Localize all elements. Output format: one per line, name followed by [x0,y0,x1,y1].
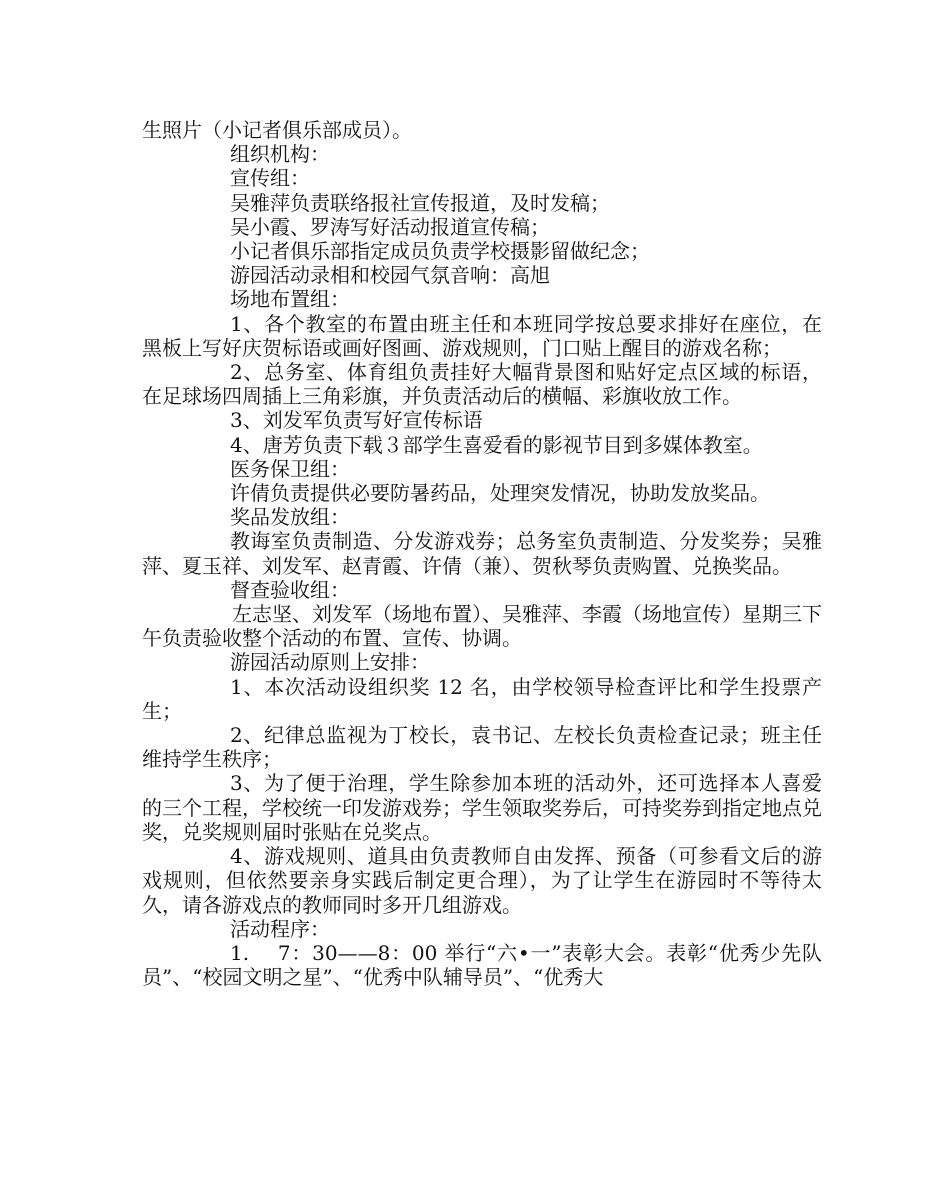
heading-program: 活动程序： [230,916,330,941]
paragraph-program-1: 1. 7：30——8：00 举行“六•一”表彰大会。表彰“优秀少先队员”、“校园文明之星”、“优秀中队辅导员”、“优秀大 [142,940,822,990]
heading-venue-group: 场地布置组： [230,287,350,312]
paragraph-venue-2: 2、总务室、体育组负责挂好大幅背景图和贴好定点区域的标语，在足球场四周插上三角彩旗，并负责活动后的横幅、彩旗收放工作。 [142,360,822,409]
paragraph-venue-3: 3、刘发军负责写好宣传标语 [230,408,483,433]
paragraph-arrangement-4: 4、游戏规则、道具由负责教师自由发挥、预备（可参看文后的游戏规则，但依然要亲身实践后制定更合理），为了让学生在游园时不等待太久，请各游戏点的教师同时多开几组游戏。 [142,844,822,917]
document-page [142,118,822,989]
paragraph-prize: 教诲室负责制造、分发游戏券；总务室负责制造、分发奖券；吴雅萍、夏玉祥、刘发军、赵青霞、许倩（兼）、贺秋琴负责购置、兑换奖品。 [142,529,822,578]
heading-publicity-group: 宣传组： [230,166,310,191]
paragraph-inspection: 左志坚、刘发军（场地布置）、吴雅萍、李霞（场地宣传）星期三下午负责验收整个活动的布置、宣传、协调。 [142,602,822,651]
paragraph-medical-security: 许倩负责提供必要防暑药品，处理突发情况，协助发放奖品。 [230,481,770,506]
heading-prize-group: 奖品发放组： [230,505,350,530]
heading-inspection-group: 督查验收组： [230,577,350,602]
paragraph-publicity-3: 小记者俱乐部指定成员负责学校摄影留做纪念； [230,239,650,264]
heading-organization: 组织机构： [230,142,330,167]
paragraph-arrangement-3: 3、为了便于治理，学生除参加本班的活动外，还可选择本人喜爱的三个工程，学校统一印发游戏券；学生领取奖券后，可持奖券到指定地点兑奖，兑奖规则届时张贴在兑奖点。 [142,771,822,844]
heading-medical-security-group: 医务保卫组： [230,456,350,481]
paragraph-venue-4: 4、唐芳负责下载３部学生喜爱看的影视节目到多媒体教室。 [230,432,763,457]
heading-arrangement: 游园活动原则上安排： [230,650,430,675]
paragraph-publicity-2: 吴小霞、罗涛写好活动报道宣传稿； [230,214,550,239]
paragraph-publicity-4: 游园活动录相和校园气氛音响：高旭 [230,263,550,288]
paragraph-photo-continuation: 生照片（小记者俱乐部成员）。 [142,118,412,142]
paragraph-venue-1: 1、各个教室的布置由班主任和本班同学按总要求排好在座位，在黑板上写好庆贺标语或画好图画、游戏规则，门口贴上醒目的游戏名称； [142,311,822,360]
paragraph-arrangement-2: 2、纪律总监视为丁校长，袁书记、左校长负责检查记录；班主任维持学生秩序； [142,723,822,772]
paragraph-arrangement-1: 1、本次活动设组织奖 12 名，由学校领导检查评比和学生投票产生； [142,674,822,723]
paragraph-publicity-1: 吴雅萍负责联络报社宣传报道，及时发稿； [230,190,610,215]
